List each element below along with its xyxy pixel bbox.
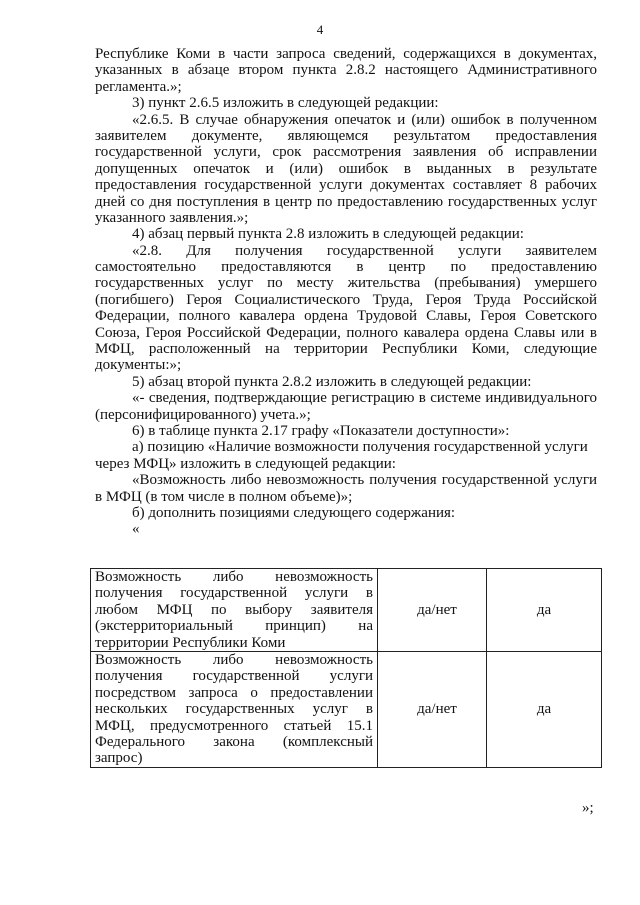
closing-quote: »; [582,800,594,816]
text-line: регламента.»; [95,78,182,95]
cell-text-line: получения государственной услуги в [95,585,373,602]
cell-text-line: нескольких государственных услуг в [95,701,373,718]
cell-text-line: территории Республики Коми [95,634,286,651]
cell-text-line: Федерального закона (комплексный [95,733,373,750]
text-line: предоставления государственной услуги документах составляет 8 рабочих [95,177,597,194]
indicators-table-grid [90,568,602,768]
text-line: государственной услуги, срок рассмотрения заявления об исправлении [95,144,597,161]
page-number: 4 [316,22,324,37]
text-line: самостоятельно предоставляются в центр по предоставлению [95,259,597,276]
text-line: указанного заявления.»; [95,209,249,226]
indicator-name-cell [91,569,378,652]
text-line: указанных в абзаце втором пункта 2.8.2 настоящего Административного [95,62,597,79]
cell-text-line: любом МФЦ по выбору заявителя [95,601,373,618]
text-line: дней со дня поступления в центр по предоставлению государственных услуг [95,193,597,210]
cell-text-line: (экстерриториальный принцип) на [95,618,373,635]
cell-text-line: получения государственной услуги [95,668,373,685]
text-line: в МФЦ (в том числе в полном объеме)»; [95,488,353,505]
cell-text-line: запрос) [95,750,143,767]
table-row [91,651,602,767]
cell-text-line: МФЦ, предусмотренного статьей 15.1 [95,717,373,734]
text-line: Союза, Героя Российской Федерации, полного кавалера ордена Славы или в [95,324,597,341]
text-line: «- сведения, подтверждающие регистрацию в системе индивидуального [132,390,597,407]
text-line: «2.6.5. В случае обнаружения опечаток и (или) ошибок в полученном [132,111,597,128]
text-line: Федерации, полного кавалера ордена Трудовой Славы, Героя Советского [95,308,597,325]
unit-cell: да/нет [378,651,487,767]
value-cell: да [487,569,602,652]
value-cell: да [487,651,602,767]
text-line: «Возможность либо невозможность получения государственной услуги [132,472,597,489]
text-line: МФЦ, расположенный на территории Республики Коми, следующие [95,341,597,358]
table-row [91,569,602,652]
text-line: « [132,521,140,538]
text-line: заявителем документе, являющемся результатом предоставления [95,127,597,144]
unit-cell: да/нет [378,569,487,652]
indicators-table [90,568,602,768]
cell-text-line: посредством запроса о предоставлении [95,684,373,701]
text-line: государственных услуг по месту жительства (пребывания) умершего [95,275,597,292]
text-line: через МФЦ» изложить в следующей редакции: [95,455,396,472]
text-line: «2.8. Для получения государственной услуги заявителем [132,242,597,259]
text-line: а) позицию «Наличие возможности получения государственной услуги [132,439,588,456]
text-line: (погибшего) Героя Социалистического Труда, Героя Труда Российской [95,291,597,308]
indicator-name-cell [91,651,378,767]
text-line: 5) абзац второй пункта 2.8.2 изложить в следующей редакции: [132,373,532,390]
document-body [95,46,597,538]
text-line: допущенных опечаток и (или) ошибок в выданных в результате [95,160,597,177]
cell-text-line: Возможность либо невозможность [95,569,373,585]
text-line: документы:»; [95,357,182,374]
text-line: 4) абзац первый пункта 2.8 изложить в следующей редакции: [132,226,524,243]
text-line: 6) в таблице пункта 2.17 графу «Показатели доступности»: [132,422,510,439]
cell-text-line: Возможность либо невозможность [95,651,373,668]
text-line: Республике Коми в части запроса сведений, содержащихся в документах, [95,46,597,62]
text-line: 3) пункт 2.6.5 изложить в следующей редакции: [132,95,439,112]
text-line: (персонифицированного) учета.»; [95,406,311,423]
text-line: б) дополнить позициями следующего содержания: [132,504,456,521]
